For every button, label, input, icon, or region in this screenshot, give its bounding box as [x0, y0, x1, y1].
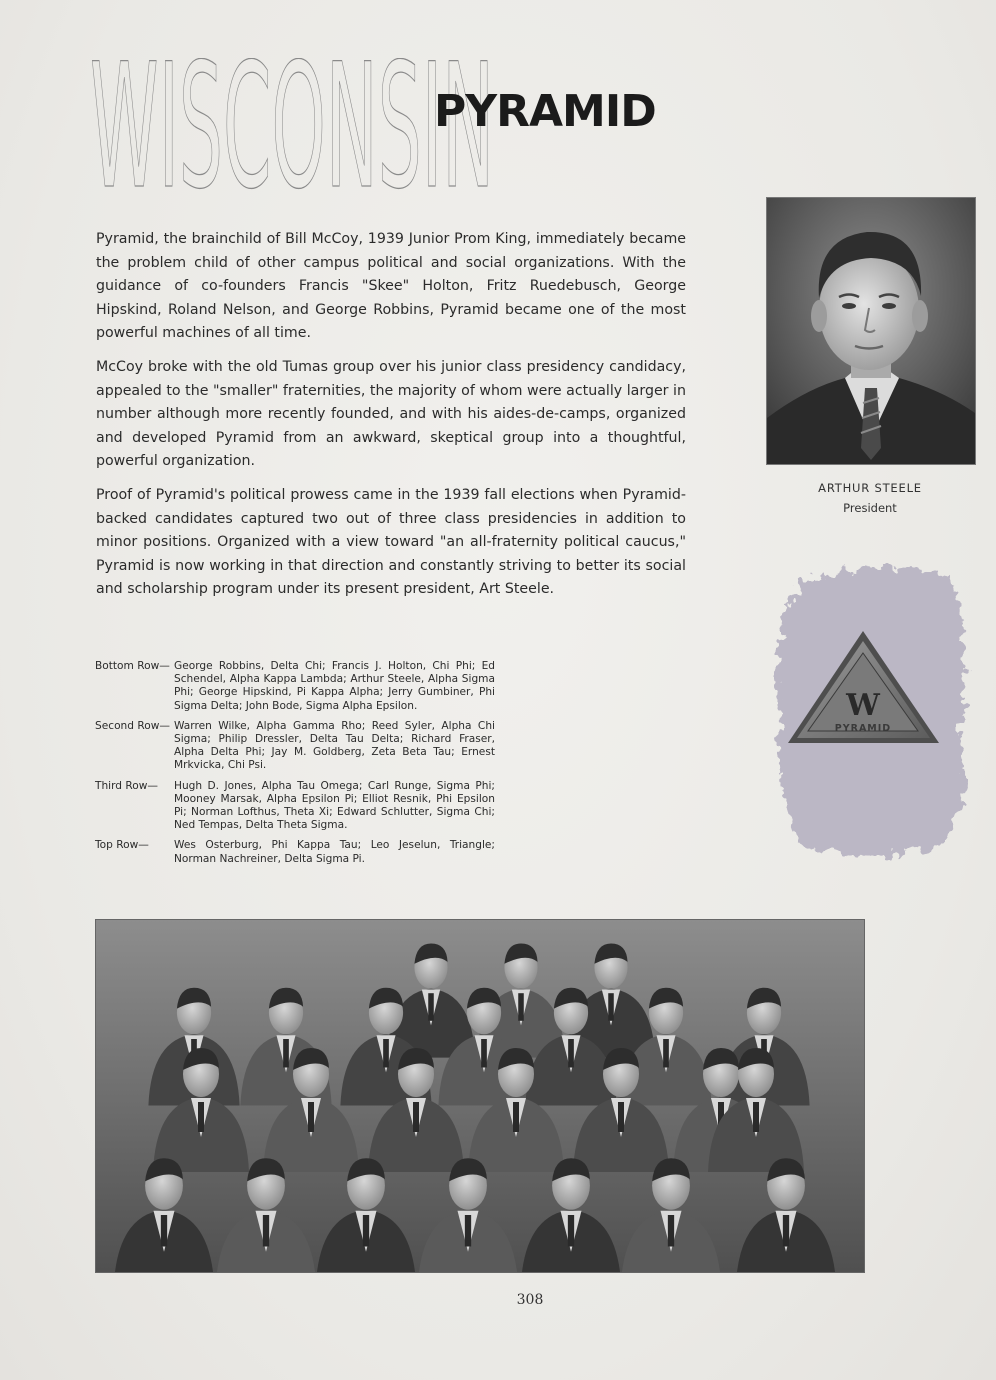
- roster-names: Wes Osterburg, Phi Kappa Tau; Leo Jeselun, Triangle; Norman Nachreiner, Delta Sigma Pi.: [174, 839, 495, 865]
- outline-word-text: WISCONSIN: [90, 58, 494, 190]
- paragraph-2: McCoy broke with the old Tumas group over his junior class presidency candidacy, appealed to the "smaller" fraternities, the majority of whom were actually larger in number although more recently founded, and with his aides-de-camps, organized and developed Pyramid from an awkward, skeptical group into a thoughtful, powerful organization.: [96, 358, 686, 470]
- roster-names: Warren Wilke, Alpha Gamma Rho; Reed Syler, Alpha Chi Sigma; Philip Dressler, Delta Tau Delta; Richard Fraser, Alpha Delta Phi; Jay M. Goldberg, Zeta Beta Tau; Ernest Mrkvicka, Chi Psi.: [174, 719, 495, 772]
- article-body: [96, 228, 686, 612]
- roster-row-top: [95, 839, 495, 865]
- group-photo: [95, 919, 865, 1273]
- pyramid-pin-illustration: [760, 545, 978, 875]
- roster-label: Bottom Row—: [95, 660, 170, 672]
- roster-label: Second Row—: [95, 719, 170, 732]
- paragraph-1: Pyramid, the brainchild of Bill McCoy, 1939 Junior Prom King, immediately became the problem child of other campus political and social organizations. With the guidance of co-founders Francis "Skee" Holton, Fritz Ruedebusch, George Hipskind, Roland Nelson, and George Robbins, Pyramid became one of the most powerful machines of all time.: [96, 231, 686, 342]
- president-portrait-photo: [766, 197, 976, 465]
- pin-label-text: PYRAMID: [834, 723, 892, 734]
- roster-row-bottom: [95, 660, 495, 713]
- roster-row-third: [95, 780, 495, 833]
- page-title: PYRAMID: [434, 86, 656, 137]
- page-number: 308: [516, 1292, 544, 1308]
- portrait-name: ARTHUR STEELE: [818, 481, 922, 495]
- portrait-caption: [766, 478, 974, 518]
- paragraph-3: Proof of Pyramid's political prowess came in the 1939 fall elections when Pyramid-backed candidates captured two out of three class presidencies in addition to minor positions. Organized with a view toward "an all-fraternity political caucus," Pyramid is now working in that direction and constantly striving to better its social and scholarship program under its present president, Art Steele.: [96, 486, 686, 598]
- roster-names: Hugh D. Jones, Alpha Tau Omega; Carl Runge, Sigma Phi; Mooney Marsak, Alpha Epsilon Pi; Elliot Resnik, Phi Epsilon Pi; Norman Lofthus, Theta Xi; Edward Schlutter, Sigma Chi; Ned Tempas, Delta Theta Sigma.: [174, 779, 495, 832]
- portrait-role: President: [843, 501, 897, 515]
- roster-label: Top Row—: [95, 839, 149, 852]
- pin-letter-w: W: [846, 688, 880, 723]
- member-roster: [95, 660, 495, 873]
- roster-label: Third Row—: [95, 779, 159, 792]
- roster-row-second: [95, 720, 495, 773]
- roster-names: George Robbins, Delta Chi; Francis J. Holton, Chi Phi; Ed Schendel, Alpha Kappa Lambda; Arthur Steele, Alpha Sigma Phi; George Hipskind, Pi Kappa Alpha; Jerry Gumbiner, Phi Sigma Delta; John Bode, Sigma Alpha Epsilon.: [174, 660, 495, 712]
